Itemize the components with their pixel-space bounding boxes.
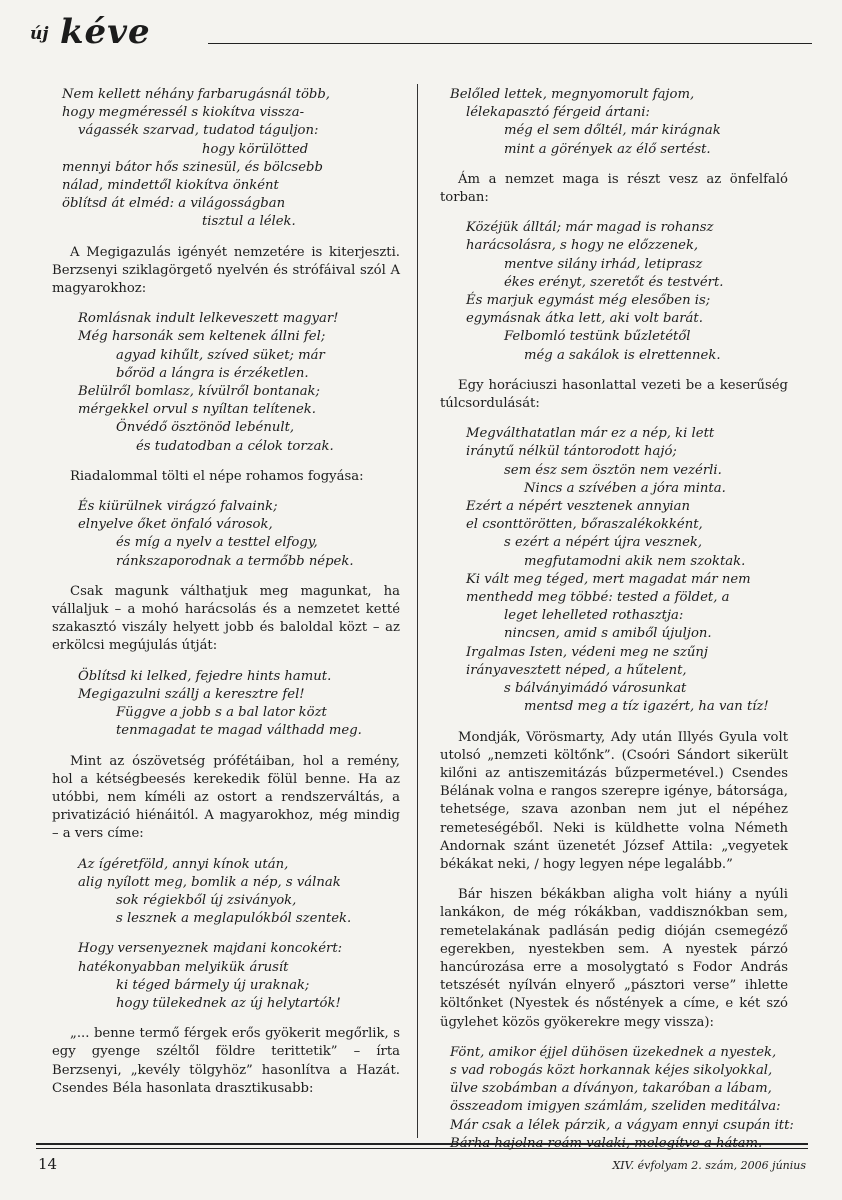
poem-line: Irgalmas Isten, védeni meg ne szűnj [466, 644, 708, 660]
poem-line: Felbomló testünk bűzletétől [504, 329, 691, 345]
poem-line: öblítsd át elméd: a világosságban [62, 196, 286, 212]
paragraph: Egy horáciuszi hasonlattal vezeti be a keserűség túlcsordulását: [440, 377, 788, 412]
poem-line: irányavesztett néped, a hűtelent, [466, 662, 687, 678]
poem-line: agyad kihűlt, szíved süket; már [116, 347, 325, 363]
poem-line: és míg a nyelv a testtel elfogy, [116, 535, 318, 551]
poem-line: egymásnak átka lett, aki volt barát. [466, 311, 703, 327]
poem-line: mentsd meg a tíz igazért, ha van tíz! [524, 699, 769, 715]
poem-line: nálad, mindettől kiokítva önként [62, 178, 279, 194]
poem-line: Öblítsd ki lelked, fejedre hints hamut. [78, 668, 332, 684]
poem-line: ki téged bármely új uraknak; [116, 977, 310, 993]
poem-line: Ezért a népért vesztenek annyian [466, 499, 690, 515]
poem-stanza [52, 668, 400, 741]
poem-line: Belőled lettek, megnyomorult fajom, [450, 87, 695, 102]
poem-line: megfutamodni akik nem szoktak. [524, 553, 746, 569]
poem-line: sok régiekből új zsiványok, [116, 892, 297, 908]
paragraph: Mint az ószövetség prófétáiban, hol a remény, hol a kétségbeesés kerekedik fölül benne. Ha az utóbbi, nem kíméli az ostort a rendszerváltás, a privatizáció hiénáitól. A magyarokhoz, még mindig – a vers címe: [52, 753, 400, 842]
poem-line: még a sakálok is elrettennek. [524, 347, 721, 363]
poem-line: és tudatodban a célok torzak. [136, 438, 334, 454]
poem-stanza [440, 425, 788, 716]
poem-line: leget lehelleted rothasztja: [504, 608, 684, 624]
poem-line: hatékonyabban melyikük árusít [78, 959, 289, 975]
poem-stanza [52, 86, 400, 232]
poem-line: menthedd meg többé: tested a földet, a [466, 590, 730, 606]
poem-line: Hogy versenyeznek majdani koncokért: [78, 941, 343, 957]
poem-line: És marjuk egymást még elesőben is; [466, 293, 711, 309]
poem-stanza [52, 940, 400, 1013]
column-divider [417, 84, 418, 1138]
paragraph: Bár hiszen békákban aligha volt hiány a nyúli lankákon, de még rókákban, vaddisznókban sem, remetelakának padlásán pedig dióján csemegéző egerekben, nyestekben sem. A nyestek párzó hancúrozása erre a mosolygtató s Fodor András tetszését nyílván elnyerő „pásztori verse” ihlette költőnket (Nyestek és nőstények a címe, e két szó ügylehet közös gyökerekre megy vissza): [440, 887, 788, 1030]
paragraph: Csak magunk válthatjuk meg magunkat, ha vállaljuk – a mohó harácsolás és a nemzetet ketté szakasztó viszály helyett jobb és baloldal közt – az erkölcsi megújulás útját: [52, 583, 400, 654]
paragraph: Riadalommal tölti el népe rohamos fogyása: [70, 468, 364, 484]
poem-line: el csonttörötten, bőraszalékokként, [466, 517, 703, 533]
poem-line: Önvédő ösztönöd lebénult, [116, 420, 295, 436]
right-column [440, 86, 794, 1165]
poem-line: s vad robogás közt horkannak kéjes sikolyokkal, [450, 1062, 773, 1078]
poem-line: s lesznek a meglapulókból szentek. [116, 911, 352, 927]
poem-line: tisztul a lélek. [202, 214, 296, 230]
poem-line: És kiürülnek virágzó falvaink; [78, 499, 278, 515]
poem-stanza [440, 86, 788, 159]
poem-stanza [52, 498, 400, 571]
poem-line: lélekapasztó férgeid ártani: [466, 105, 650, 121]
paragraph: A Megigazulás igényét nemzetére is kiterjeszti. Berzsenyi sziklagörgető nyelvén és strófáival szól A magyarokhoz: [52, 244, 400, 297]
poem-stanza [52, 856, 400, 929]
poem-line: tenmagadat te magad válthadd meg. [116, 723, 362, 739]
poem-line: Fönt, amikor éjjel dühösen üzekednek a nyestek, [450, 1044, 777, 1060]
poem-line: harácsolásra, s hogy ne előzzenek, [466, 238, 699, 254]
poem-line: elnyelve őket önfaló városok, [78, 517, 273, 533]
poem-line: s ezért a népért újra vesznek, [504, 535, 703, 551]
poem-line: hogy tülekednek az új helytartók! [116, 995, 341, 1011]
paragraph: „... benne termő férgek erős gyökerit megőrlik, s egy gyenge széltől földre terittetik” – írta Berzsenyi, „kevély tölgyhöz” hasonlítva a Hazát. Csendes Béla hasonlata drasztikusabb: [52, 1026, 400, 1096]
poem-line: ülve szobámban a díványon, takaróban a lábam, [450, 1081, 772, 1097]
poem-line: mint a görények az élő sertést. [504, 141, 711, 157]
poem-line: Ki vált meg téged, mert magadat már nem [466, 571, 751, 587]
poem-line: ránkszaporodnak a termőbb népek. [116, 553, 354, 569]
poem-line: alig nyílott meg, bomlik a nép, s válnak [78, 874, 341, 890]
footer-rule [36, 1148, 808, 1149]
poem-line: iránytű nélkül tántorodott hajó; [466, 444, 677, 460]
poem-line: nincsen, amid s amiből újuljon. [504, 626, 712, 642]
page-number: 14 [38, 1155, 58, 1173]
paragraph: Ám a nemzet maga is részt vesz az önfelfaló torban: [440, 171, 788, 206]
magazine-logo-prefix: új [30, 24, 49, 44]
poem-line: még el sem dőltél, már kirágnak [504, 123, 721, 139]
poem-line: Megválthatatlan már ez a nép, ki lett [466, 426, 715, 442]
poem-line: Bárha hajolna reám valaki, melegítve a hátam. [450, 1135, 763, 1151]
poem-line: Közéjük álltál; már magad is rohansz [466, 220, 714, 236]
poem-line: ékes erényt, szeretőt és testvért. [504, 274, 724, 290]
poem-line: Még harsonák sem keltenek állni fel; [78, 329, 326, 345]
poem-line: Nincs a szívében a jóra minta. [524, 480, 726, 496]
poem-line: Megigazulni szállj a keresztre fel! [78, 686, 305, 702]
poem-line: mennyi bátor hős szinesül, és bölcsebb [62, 159, 323, 175]
footer-rule [36, 1143, 808, 1145]
poem-stanza [440, 1044, 794, 1153]
poem-stanza [440, 219, 788, 365]
paragraph: Mondják, Vörösmarty, Ady után Illyés Gyula volt utolsó „nemzeti költőnk”. (Csoóri Sándort sikerült kilőni az antiszemitázás bűzpermetével.) Csendes Bélának volna e rangos szerepre igénye, bátorsága, tehetsége, szava azonban nem jut el népéhez remeteségéből. Neki is küldhette volna Németh Andornak szánt üzenetét József Attila: „vegyetek békákat neki, / hogy legyen népe legalább.” [440, 729, 788, 872]
poem-line: hogy körülötted [202, 141, 309, 157]
poem-line: hogy megméressél s kiokítva vissza- [62, 105, 305, 121]
poem-line: Az ígéretföld, annyi kínok után, [78, 856, 289, 872]
poem-line: sem ész sem ösztön nem vezérli. [504, 462, 722, 478]
poem-line: mérgekkel orvul s nyíltan telítenek. [78, 402, 316, 418]
poem-line: mentve silány irhád, letiprasz [504, 256, 703, 272]
poem-line: Romlásnak indult lelkeveszett magyar! [78, 311, 339, 327]
left-column [52, 86, 400, 1110]
poem-line: Már csak a lélek párzik, a vágyam ennyi csupán itt: [450, 1117, 794, 1133]
poem-line: vágassék szarvad, tudatod táguljon: [78, 123, 319, 139]
poem-line: Belülről bomlasz, kívülről bontanak; [78, 384, 320, 400]
header-rule [208, 43, 812, 44]
magazine-logo: kéve [60, 12, 151, 52]
poem-line: s bálványimádó városunkat [504, 681, 687, 697]
poem-line: összeadom imigyen számlám, szeliden meditálva: [450, 1099, 781, 1115]
issue-info: XIV. évfolyam 2. szám, 2006 június [612, 1159, 806, 1172]
poem-line: bőröd a lángra is érzéketlen. [116, 365, 309, 381]
poem-line: Nem kellett néhány farbarugásnál több, [62, 87, 330, 102]
poem-stanza [52, 310, 400, 456]
poem-line: Függve a jobb s a bal lator közt [116, 705, 327, 721]
page-header [28, 14, 812, 50]
